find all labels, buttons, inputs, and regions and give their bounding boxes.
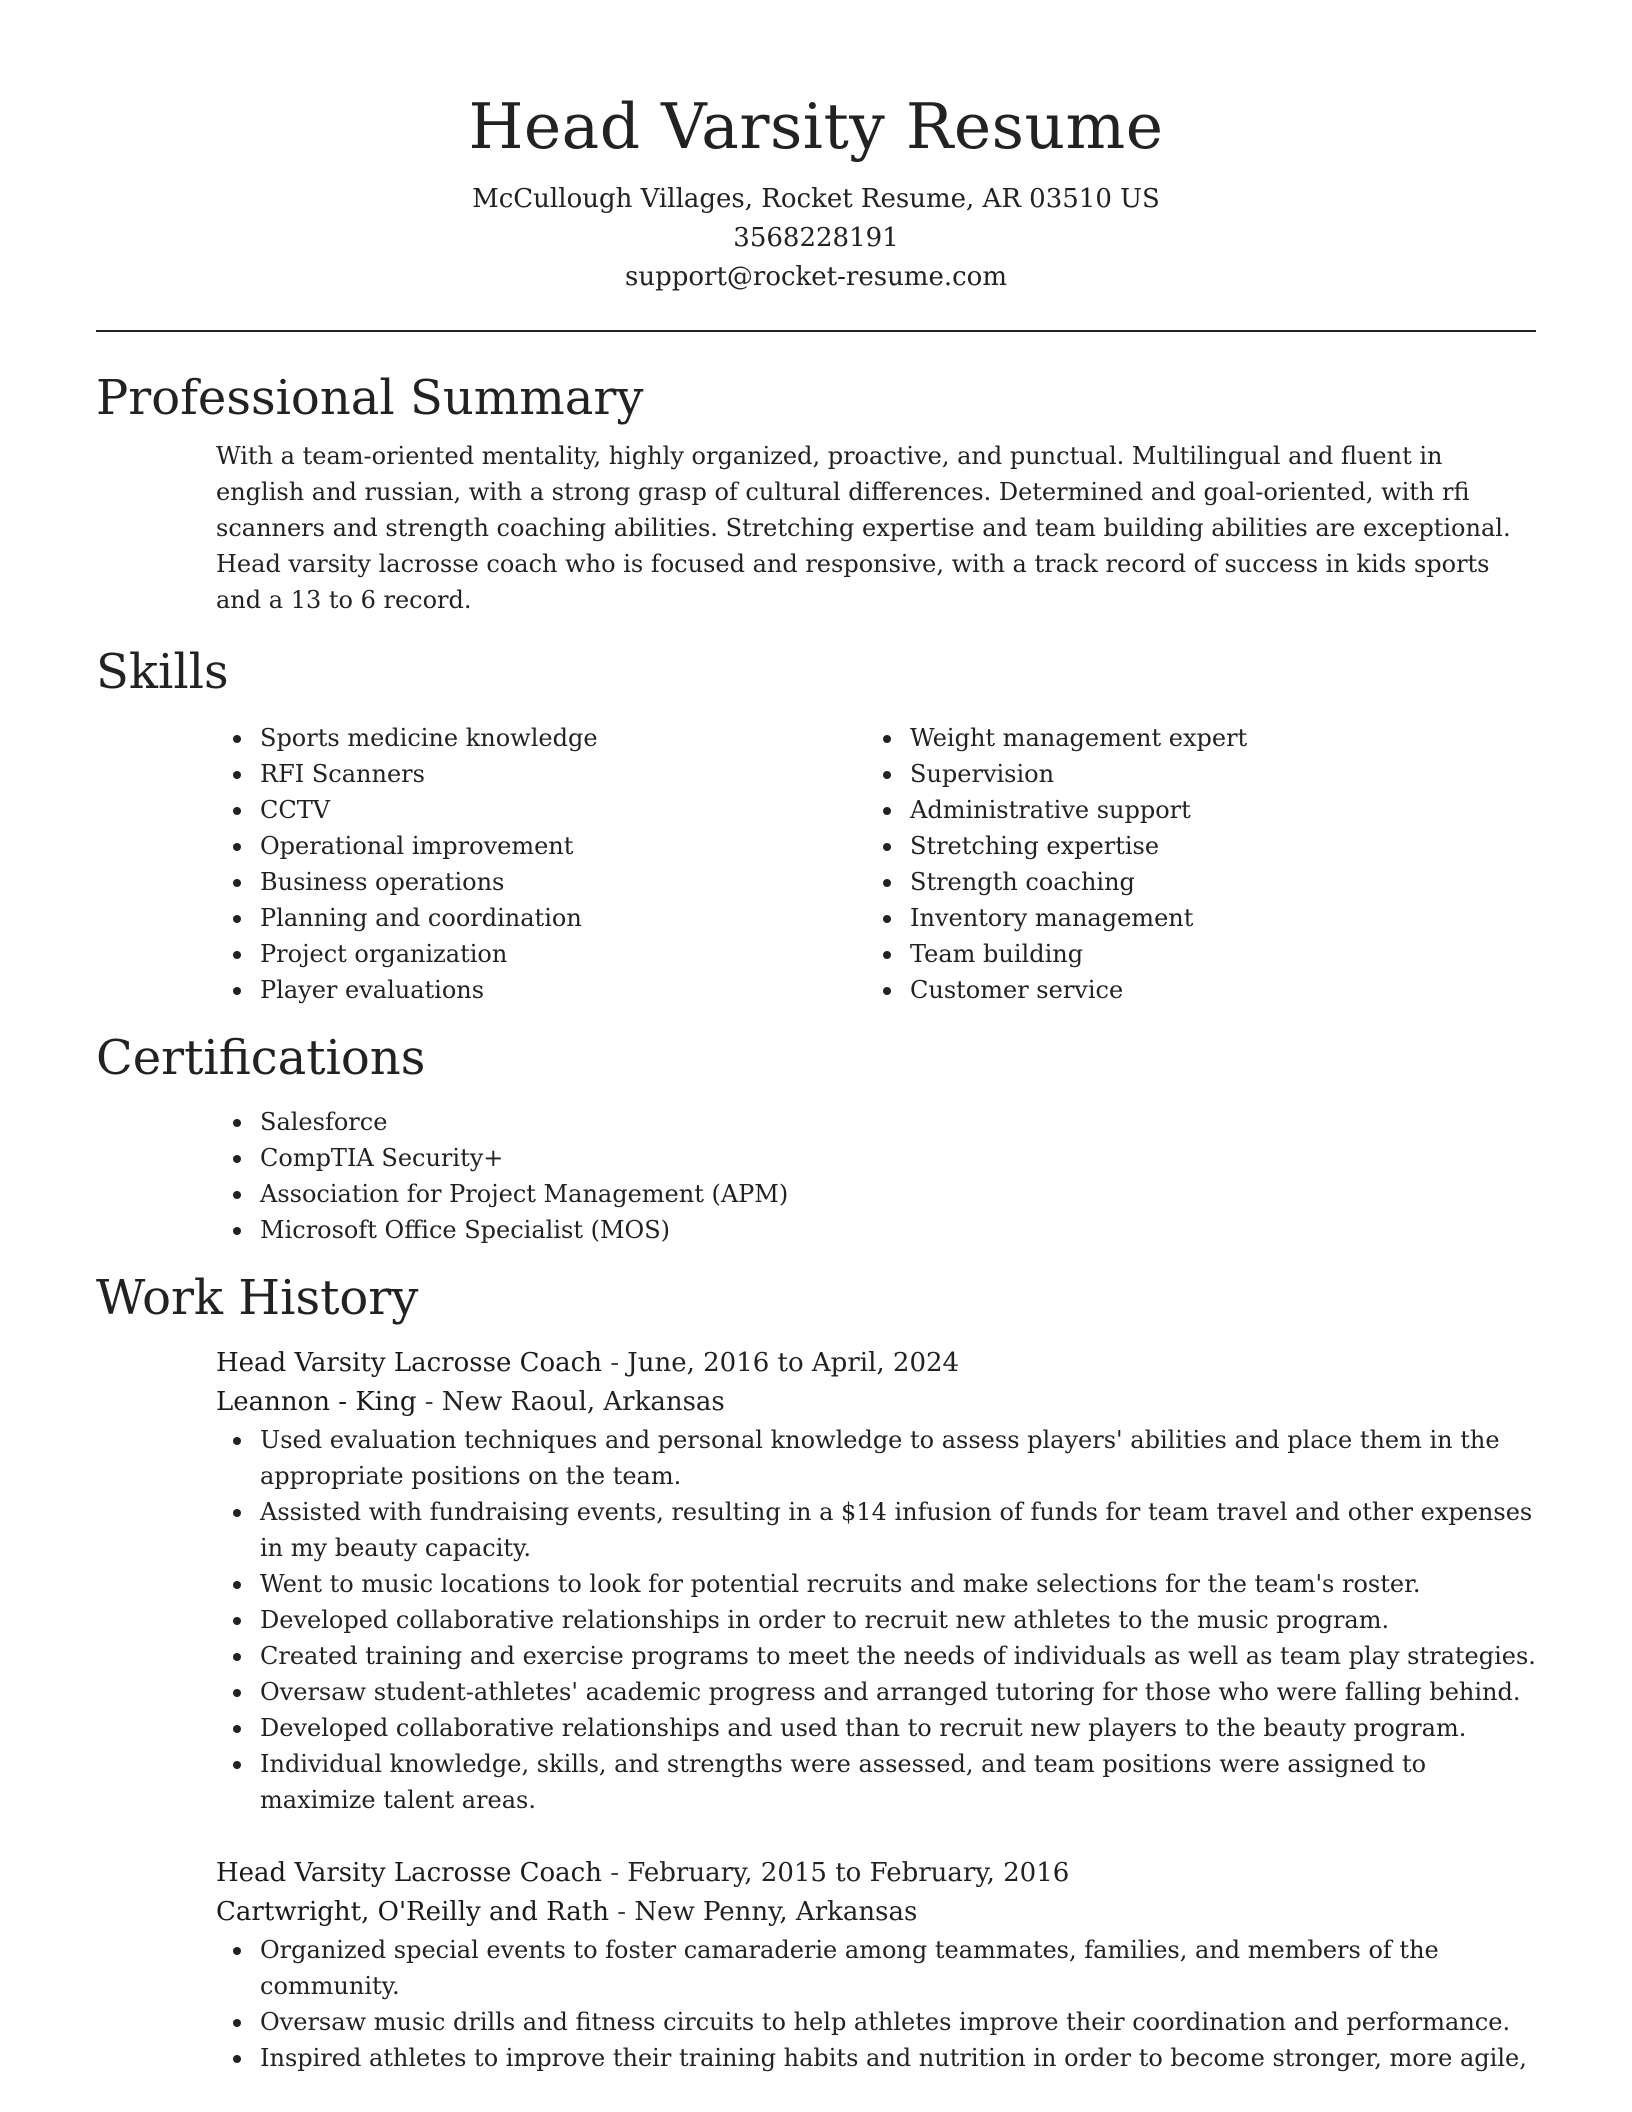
skill-item: Stretching expertise xyxy=(910,828,1516,864)
skill-item: RFI Scanners xyxy=(260,756,866,792)
resume-header xyxy=(96,0,1536,297)
skill-item: Strength coaching xyxy=(910,864,1516,900)
job-separator: - xyxy=(601,1348,628,1378)
skill-item: Business operations xyxy=(260,864,866,900)
job-location: New Raoul, Arkansas xyxy=(441,1387,725,1417)
job-entry xyxy=(216,1344,1536,1818)
contact-address: McCullough Villages, Rocket Resume, AR 03510 US xyxy=(472,184,1160,214)
skills-column-left xyxy=(216,720,866,1008)
job-duties-list xyxy=(216,1422,1536,1818)
skill-item: Planning and coordination xyxy=(260,900,866,936)
skills-list-left xyxy=(216,720,866,1008)
certification-item: Salesforce xyxy=(260,1104,1536,1140)
contact-phone: 3568228191 xyxy=(733,223,899,253)
certification-item: Microsoft Office Specialist (MOS) xyxy=(260,1212,1536,1248)
job-duty-item: Created training and exercise programs to meet the needs of individuals as well as team play strategies. xyxy=(260,1638,1536,1674)
skills-column-right xyxy=(866,720,1516,1008)
section-title-certifications: Certifications xyxy=(96,1030,426,1086)
resume-name: Head Varsity Resume xyxy=(468,90,1164,163)
section-title-summary: Professional Summary xyxy=(96,370,644,426)
job-dates: February, 2015 to February, 2016 xyxy=(627,1858,1070,1888)
job-duty-item: Used evaluation techniques and personal knowledge to assess players' abilities and place them in the appropriate positions on the team. xyxy=(260,1422,1536,1494)
job-company: Cartwright, O'Reilly and Rath xyxy=(216,1897,609,1927)
section-title-skills: Skills xyxy=(96,644,229,700)
resume-page xyxy=(96,0,1536,2076)
certification-item: Association for Project Management (APM) xyxy=(260,1176,1536,1212)
skill-item: Sports medicine knowledge xyxy=(260,720,866,756)
job-duty-item: Assisted with fundraising events, resulting in a $14 infusion of funds for team travel and other expenses in my beauty capacity. xyxy=(260,1494,1536,1566)
skill-item: Administrative support xyxy=(910,792,1516,828)
job-duty-item: Developed collaborative relationships and used than to recruit new players to the beauty program. xyxy=(260,1710,1536,1746)
job-company-line xyxy=(216,1383,1536,1422)
job-duty-item: Developed collaborative relationships in order to recruit new athletes to the music program. xyxy=(260,1602,1536,1638)
skill-item: Project organization xyxy=(260,936,866,972)
job-location: New Penny, Arkansas xyxy=(634,1897,918,1927)
job-title-line xyxy=(216,1854,1536,1893)
job-separator: - xyxy=(601,1858,628,1888)
skill-item: CCTV xyxy=(260,792,866,828)
job-title: Head Varsity Lacrosse Coach xyxy=(216,1348,602,1378)
job-duty-item: Oversaw student-athletes' academic progress and arranged tutoring for those who were falling behind. xyxy=(260,1674,1536,1710)
skills-grid xyxy=(216,720,1536,1008)
skill-item: Inventory management xyxy=(910,900,1516,936)
job-title-line xyxy=(216,1344,1536,1383)
certifications-body xyxy=(216,1104,1536,1248)
skill-item: Operational improvement xyxy=(260,828,866,864)
skill-item: Weight management expert xyxy=(910,720,1516,756)
job-separator: - xyxy=(608,1897,635,1927)
skill-item: Player evaluations xyxy=(260,972,866,1008)
contact-email: support@rocket-resume.com xyxy=(624,262,1007,292)
skill-item: Customer service xyxy=(910,972,1516,1008)
summary-body xyxy=(216,438,1536,618)
summary-text: With a team-oriented mentality, highly organized, proactive, and punctual. Multilingual and fluent in english and russian, with a strong grasp of cultural differences. Determined and goal-oriented, with rfi scanners and strength coaching abilities. Stretching expertise and team building abilities are exceptional. Head varsity lacrosse coach who is focused and responsive, with a track record of success in kids sports and a 13 to 6 record. xyxy=(216,442,1511,614)
job-duty-item: Went to music locations to look for potential recruits and make selections for the team's roster. xyxy=(260,1566,1536,1602)
job-separator: - xyxy=(416,1387,442,1417)
job-entry xyxy=(216,1854,1536,2076)
certifications-list xyxy=(216,1104,1536,1248)
job-dates: June, 2016 to April, 2024 xyxy=(627,1348,960,1378)
job-company: Leannon - King xyxy=(216,1387,417,1417)
skill-item: Supervision xyxy=(910,756,1516,792)
job-duty-item: Inspired athletes to improve their training habits and nutrition in order to become stronger, more agile, xyxy=(260,2040,1536,2076)
section-title-work-history: Work History xyxy=(96,1270,419,1326)
job-duty-item: Individual knowledge, skills, and strengths were assessed, and team positions were assigned to maximize talent areas. xyxy=(260,1746,1536,1818)
job-company-line xyxy=(216,1893,1536,1932)
skills-list-right xyxy=(866,720,1516,1008)
job-duty-item: Oversaw music drills and fitness circuits to help athletes improve their coordination and performance. xyxy=(260,2004,1536,2040)
job-duty-item: Organized special events to foster camaraderie among teammates, families, and members of the community. xyxy=(260,1932,1536,2004)
certification-item: CompTIA Security+ xyxy=(260,1140,1536,1176)
job-title: Head Varsity Lacrosse Coach xyxy=(216,1858,602,1888)
skill-item: Team building xyxy=(910,936,1516,972)
header-divider xyxy=(96,330,1536,332)
job-duties-list xyxy=(216,1932,1536,2076)
